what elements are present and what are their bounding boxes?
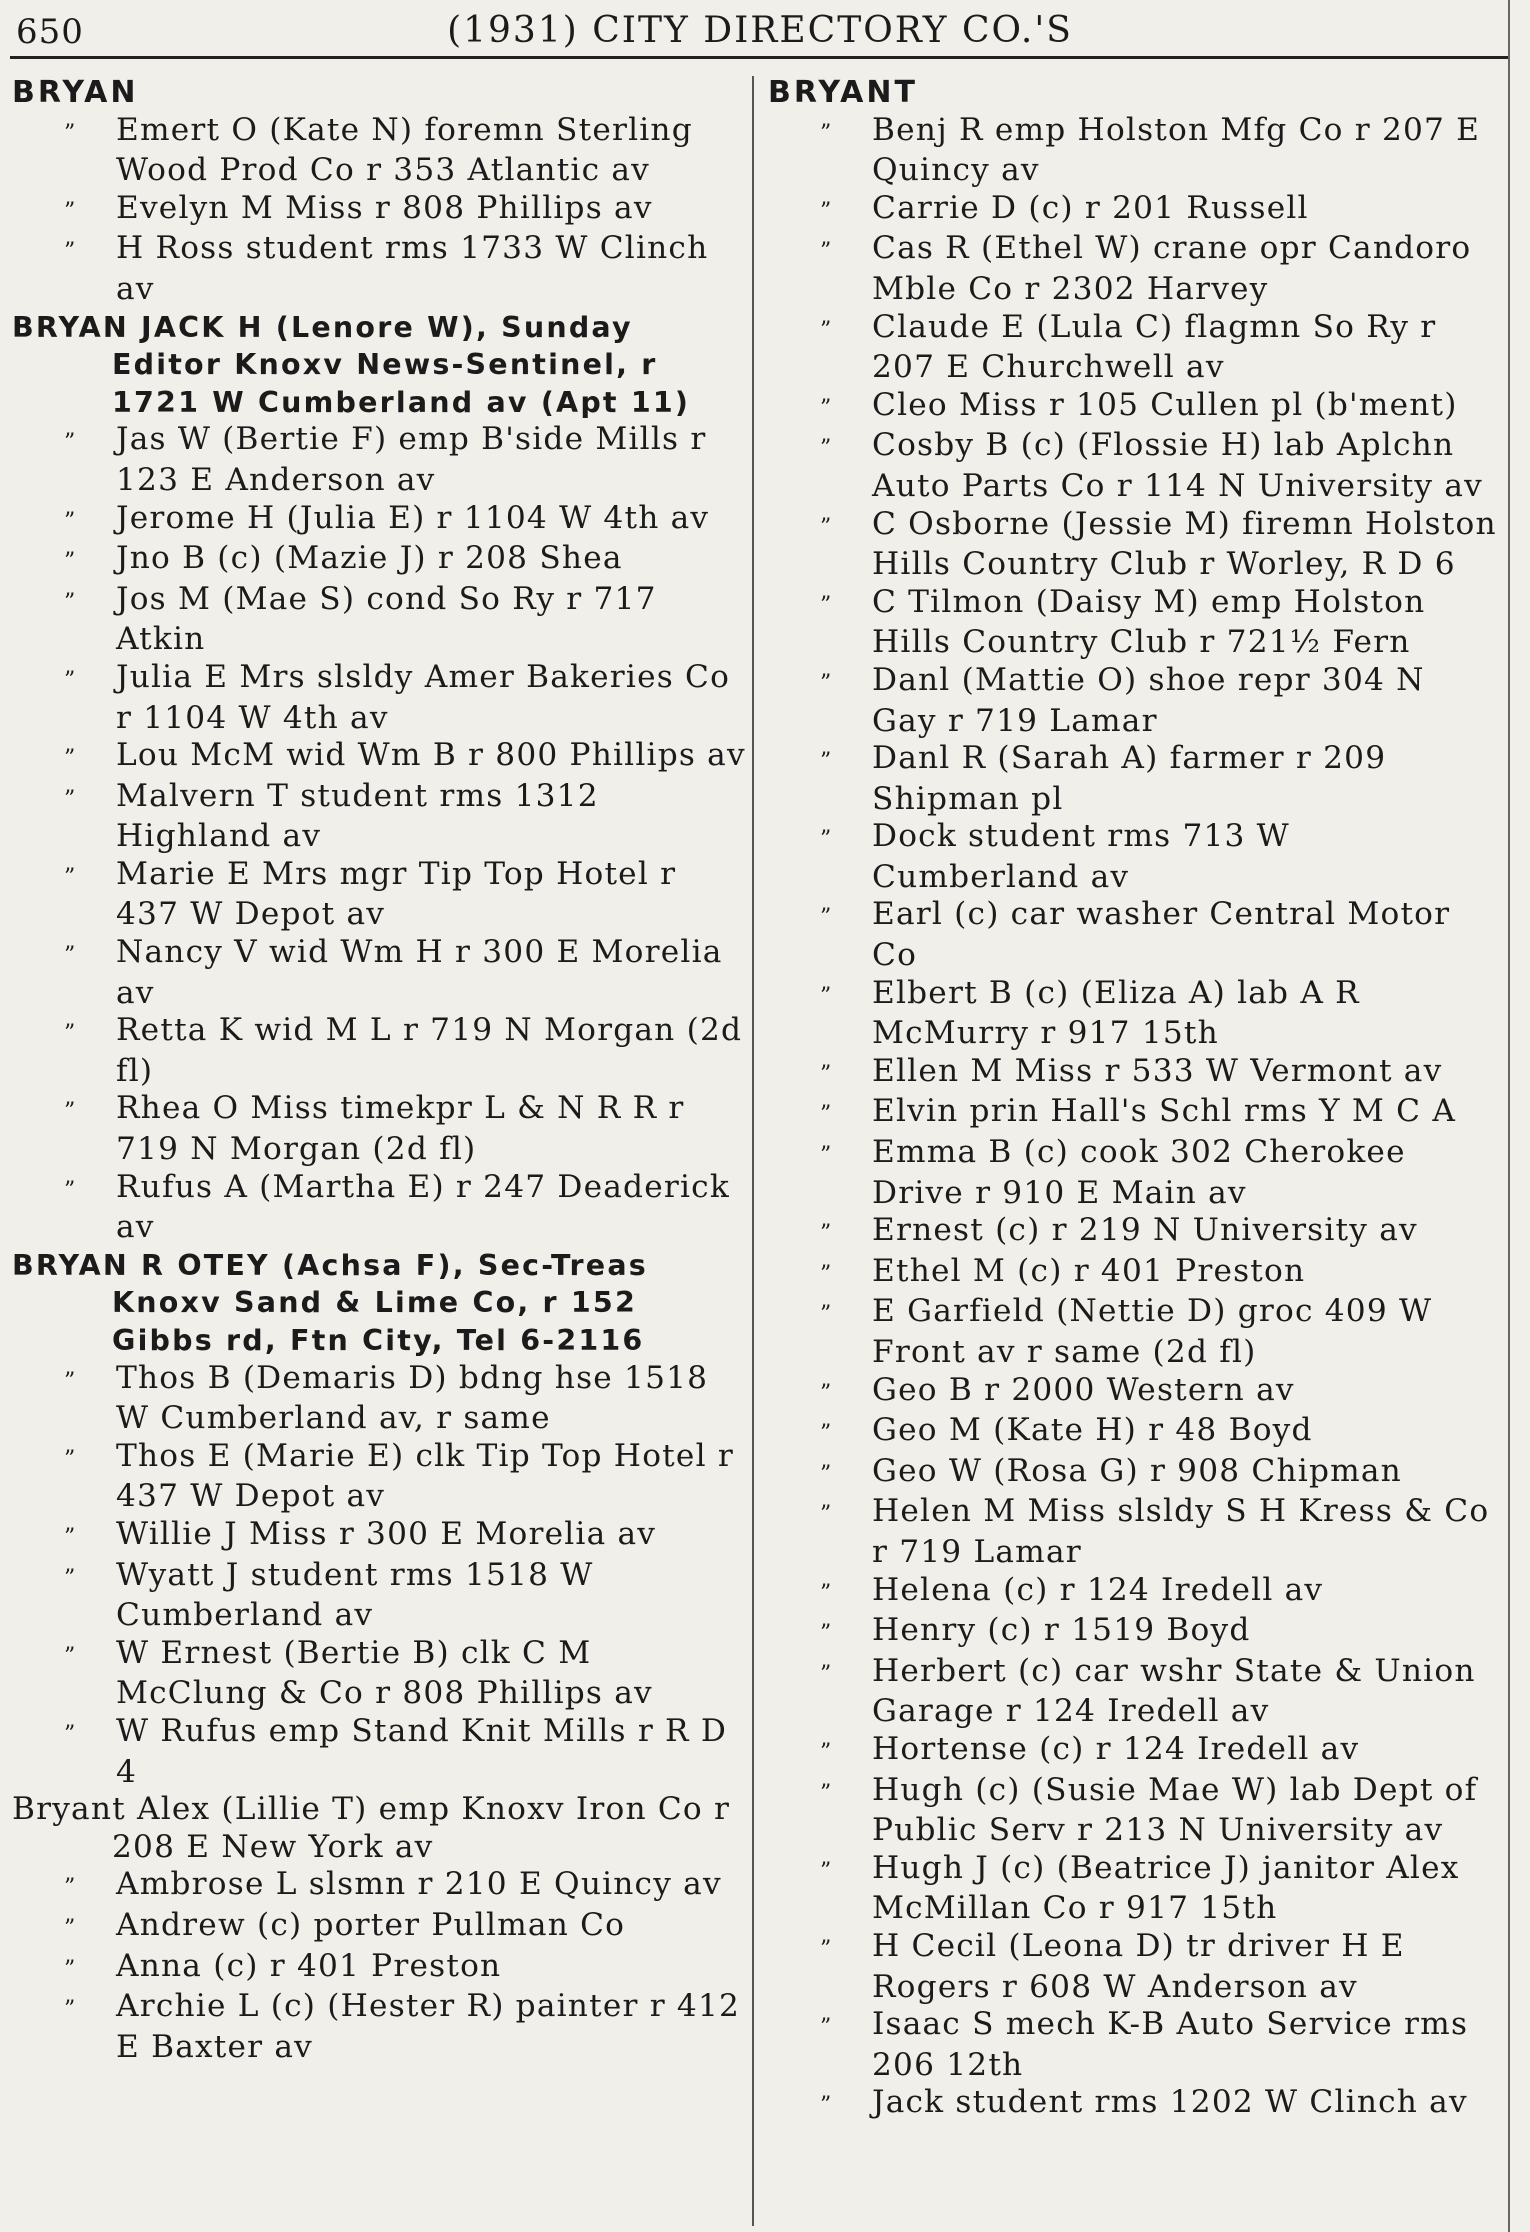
entry-text: Geo W (Rosa G) r 908 Chipman [872,1452,1402,1489]
entry-text: W Rufus emp Stand Knit Mills r R D 4 [116,1712,728,1790]
ditto-mark-icon: ” [820,749,833,775]
ditto-mark-icon: ” [820,1102,833,1128]
directory-entry [12,934,747,1012]
directory-entry [768,896,1500,974]
ditto-mark-icon: ” [64,198,77,224]
ditto-mark-icon: ” [820,592,833,618]
entry-text: Archie L (c) (Hester R) painter r 412 E Baxter av [116,1988,741,2065]
directory-entry [12,1557,747,1635]
entry-text: Carrie D (c) r 201 Russell [872,189,1309,226]
entry-text: Cosby B (c) (Flossie H) lab Aplchn Auto Parts Co r 114 N University av [872,427,1483,504]
entry-text: Jas W (Bertie F) emp B'side Mills r 123 E Anderson av [116,421,707,498]
directory-entry [768,818,1500,896]
entry-text: Wyatt J student rms 1518 W Cumberland av [116,1556,594,1634]
ditto-mark-icon: ” [64,1446,77,1472]
ditto-mark-icon: ” [64,239,77,265]
directory-entry [768,1731,1500,1772]
entry-text: Rhea O Miss timekpr L & N R R r 719 N Morgan (2d fl) [116,1090,685,1168]
entry-text: Julia E Mrs slsldy Amer Bakeries Co r 1104 W 4th av [116,658,731,736]
ditto-mark-icon: ” [820,670,833,696]
directory-entry [768,1372,1500,1413]
entry-text: Ellen M Miss r 533 W Vermont av [872,1052,1443,1089]
ditto-mark-icon: ” [820,1061,833,1087]
entry-text: Ambrose L slsmn r 210 E Quincy av [116,1866,722,1903]
entry-text: E Garfield (Nettie D) groc 409 W Front av r same (2d fl) [872,1293,1433,1370]
entry-text: Danl R (Sarah A) farmer r 209 Shipman pl [872,740,1387,817]
entry-text: Geo B r 2000 Western av [872,1371,1295,1408]
ditto-mark-icon: ” [64,1915,77,1941]
ditto-mark-icon: ” [64,1524,77,1550]
entry-text: H Cecil (Leona D) tr driver H E Rogers r 608 W Anderson av [872,1927,1405,2005]
directory-entry [12,778,747,856]
directory-entry [12,1988,747,2066]
entry-text: Geo M (Kate H) r 48 Boyd [872,1412,1313,1449]
page-number: 650 [16,12,84,52]
entry-text: Emma B (c) cook 302 Cherokee Drive r 910 E Main av [872,1134,1406,1211]
ditto-mark-icon: ” [64,549,77,575]
ditto-mark-icon: ” [64,1099,77,1125]
directory-entry [768,427,1500,505]
page-edge-rule [1508,0,1510,2232]
entry-text: Marie E Mrs mgr Tip Top Hotel r 437 W Depot av [116,855,677,933]
directory-entry [768,112,1500,190]
entry-text: Benj R emp Holston Mfg Co r 207 E Quincy av [872,111,1481,189]
directory-entry [768,1412,1500,1453]
entry-text: Jack student rms 1202 W Clinch av [872,2084,1468,2121]
directory-entry [12,1438,747,1516]
entry-text: Jerome H (Julia E) r 1104 W 4th av [116,499,710,536]
directory-entry [12,1866,747,1907]
ditto-mark-icon: ” [64,746,77,772]
entry-text: Lou McM wid Wm B r 800 Phillips av [116,737,746,774]
ditto-mark-icon: ” [820,198,833,224]
directory-entry [12,659,747,737]
directory-entry [12,581,747,659]
page-header [10,10,1510,59]
directory-entry [768,584,1500,662]
directory-entry [12,230,747,308]
entry-text: Isaac S mech K-B Auto Service rms 206 12th [872,2006,1469,2083]
directory-entry [768,1772,1500,1850]
ditto-mark-icon: ” [820,1936,833,1962]
ditto-mark-icon: ” [64,1997,77,2023]
directory-entry [768,1134,1500,1212]
ditto-mark-icon: ” [820,983,833,1009]
ditto-mark-icon: ” [64,508,77,534]
entry-text: Jos M (Mae S) cond So Ry r 717 Atkin [116,580,657,658]
ditto-mark-icon: ” [820,436,833,462]
entry-text: Helen M Miss slsldy S H Kress & Co r 719 Lamar [872,1493,1490,1570]
ditto-mark-icon: ” [64,786,77,812]
directory-entry [768,506,1500,584]
entry-text: Earl (c) car washer Central Motor Co [872,896,1451,974]
entry-text: Rufus A (Martha E) r 247 Deaderick av [116,1168,730,1246]
ditto-mark-icon: ” [820,1143,833,1169]
ditto-mark-icon: ” [820,1221,833,1247]
ditto-mark-icon: ” [64,1021,77,1047]
ditto-mark-icon: ” [820,317,833,343]
entry-text: H Ross student rms 1733 W Clinch av [116,230,709,307]
ditto-mark-icon: ” [64,667,77,693]
directory-entry [768,1053,1500,1094]
directory-entry [768,190,1500,231]
right-column [768,74,1500,2224]
entry-text: C Tilmon (Daisy M) emp Holston Hills Country Club r 721½ Fern [872,583,1426,661]
ditto-mark-icon: ” [64,1565,77,1591]
directory-entry [12,1090,747,1168]
entry-text: Elbert B (c) (Eliza A) lab A R McMurry r 917 15th [872,974,1360,1052]
entry-text: Ernest (c) r 219 N University av [872,1212,1418,1249]
left-column [12,74,747,2224]
directory-entry [768,1453,1500,1494]
entry-text: Danl (Mattie O) shoe repr 304 N Gay r 719 Lamar [872,661,1425,739]
directory-entry [768,975,1500,1053]
directory-entry [768,309,1500,387]
directory-entry [12,1907,747,1948]
directory-entry [768,2084,1500,2125]
ditto-mark-icon: ” [64,1875,77,1901]
entry-text: Thos B (Demaris D) bdng hse 1518 W Cumberland av, r same [116,1359,709,1437]
directory-entry [12,1516,747,1557]
ditto-mark-icon: ” [820,1580,833,1606]
directory-entry [768,387,1500,428]
ditto-mark-icon: ” [820,395,833,421]
ditto-mark-icon: ” [64,1956,77,1982]
directory-entry [12,1635,747,1713]
entry-text: Andrew (c) porter Pullman Co [116,1906,626,1943]
directory-entry-main: Bryant Alex (Lillie T) emp Knoxv Iron Co r 208 E New York av [12,1791,731,1865]
ditto-mark-icon: ” [64,1721,77,1747]
entry-text: Willie J Miss r 300 E Morelia av [116,1515,657,1552]
ditto-mark-icon: ” [64,1643,77,1669]
entry-text: Henry (c) r 1519 Boyd [872,1612,1251,1649]
directory-entry [768,1212,1500,1253]
directory-entry [768,1928,1500,2006]
directory-entry [768,1850,1500,1928]
ditto-mark-icon: ” [820,1502,833,1528]
directory-entry [12,540,747,581]
running-head: (1931) CITY DIRECTORY CO.'S [447,10,1073,51]
directory-entry-bold: BRYAN R OTEY (Achsa F), Sec-Treas Knoxv Sand & Lime Co, r 152 Gibbs rd, Ftn City, Tel 6-2116 [12,1248,648,1357]
ditto-mark-icon: ” [820,905,833,931]
entry-text: Helena (c) r 124 Iredell av [872,1571,1324,1608]
ditto-mark-icon: ” [820,239,833,265]
entry-text: Hortense (c) r 124 Iredell av [872,1730,1360,1767]
ditto-mark-icon: ” [820,1380,833,1406]
entry-text: Anna (c) r 401 Preston [116,1947,502,1984]
ditto-mark-icon: ” [64,120,77,146]
directory-entry [768,1653,1500,1731]
entry-text: Cas R (Ethel W) crane opr Candoro Mble Co r 2302 Harvey [872,230,1472,307]
entry-text: Hugh (c) (Susie Mae W) lab Dept of Public Serv r 213 N University av [872,1771,1478,1849]
entry-text: Malvern T student rms 1312 Highland av [116,777,599,855]
entry-text: Cleo Miss r 105 Cullen pl (b'ment) [872,386,1458,423]
ditto-mark-icon: ” [820,827,833,853]
entry-text: Emert O (Kate N) foremn Sterling Wood Prod Co r 353 Atlantic av [116,111,693,189]
ditto-mark-icon: ” [820,1621,833,1647]
directory-entry-bold: BRYAN JACK H (Lenore W), Sunday Editor Knoxv News-Sentinel, r 1721 W Cumberland av (Apt 11) [12,310,691,419]
ditto-mark-icon: ” [820,1261,833,1287]
entry-text: Hugh J (c) (Beatrice J) janitor Alex McMillan Co r 917 15th [872,1849,1460,1927]
directory-entry [12,500,747,541]
directory-entry [12,1948,747,1989]
entry-text: C Osborne (Jessie M) firemn Holston Hills Country Club r Worley, R D 6 [872,505,1497,583]
entry-text: Dock student rms 713 W Cumberland av [872,818,1290,895]
column-divider [752,76,754,2226]
directory-entry [768,2006,1500,2084]
directory-entry [12,1360,747,1438]
ditto-mark-icon: ” [64,943,77,969]
ditto-mark-icon: ” [820,2093,833,2119]
ditto-mark-icon: ” [820,1661,833,1687]
directory-entry [768,1493,1500,1571]
ditto-mark-icon: ” [820,1739,833,1765]
directory-entry [12,112,747,190]
ditto-mark-icon: ” [820,1780,833,1806]
ditto-mark-icon: ” [64,589,77,615]
surname-heading: BRYANT [768,75,918,110]
ditto-mark-icon: ” [820,1421,833,1447]
entry-text: W Ernest (Bertie B) clk C M McClung & Co r 808 Phillips av [116,1634,653,1712]
directory-entry [12,1012,747,1090]
ditto-mark-icon: ” [64,1177,77,1203]
entry-text: Thos E (Marie E) clk Tip Top Hotel r 437 W Depot av [116,1437,734,1515]
directory-entry [12,856,747,934]
ditto-mark-icon: ” [820,514,833,540]
ditto-mark-icon: ” [820,1858,833,1884]
directory-entry [12,1713,747,1791]
ditto-mark-icon: ” [820,120,833,146]
directory-entry [768,1253,1500,1294]
directory-entry [12,421,747,499]
ditto-mark-icon: ” [64,1368,77,1394]
directory-entry [12,737,747,778]
directory-entry [768,1293,1500,1371]
ditto-mark-icon: ” [820,1461,833,1487]
ditto-mark-icon: ” [64,430,77,456]
directory-entry [12,1169,747,1247]
entry-text: Elvin prin Hall's Schl rms Y M C A [872,1093,1457,1130]
entry-text: Retta K wid M L r 719 N Morgan (2d fl) [116,1012,743,1089]
entry-text: Nancy V wid Wm H r 300 E Morelia av [116,934,723,1011]
directory-entry [768,1612,1500,1653]
directory-entry [768,230,1500,308]
directory-entry [768,740,1500,818]
surname-heading: BRYAN [12,75,139,110]
ditto-mark-icon: ” [64,864,77,890]
directory-entry [768,1093,1500,1134]
directory-entry [768,662,1500,740]
entry-text: Herbert (c) car wshr State & Union Garage r 124 Iredell av [872,1652,1476,1730]
entry-text: Ethel M (c) r 401 Preston [872,1252,1306,1289]
ditto-mark-icon: ” [820,1302,833,1328]
directory-entry [768,1572,1500,1613]
ditto-mark-icon: ” [820,2015,833,2041]
entry-text: Jno B (c) (Mazie J) r 208 Shea [116,540,623,577]
entry-text: Evelyn M Miss r 808 Phillips av [116,189,653,226]
entry-text: Claude E (Lula C) flagmn So Ry r 207 E Churchwell av [872,308,1437,386]
directory-entry [12,190,747,231]
